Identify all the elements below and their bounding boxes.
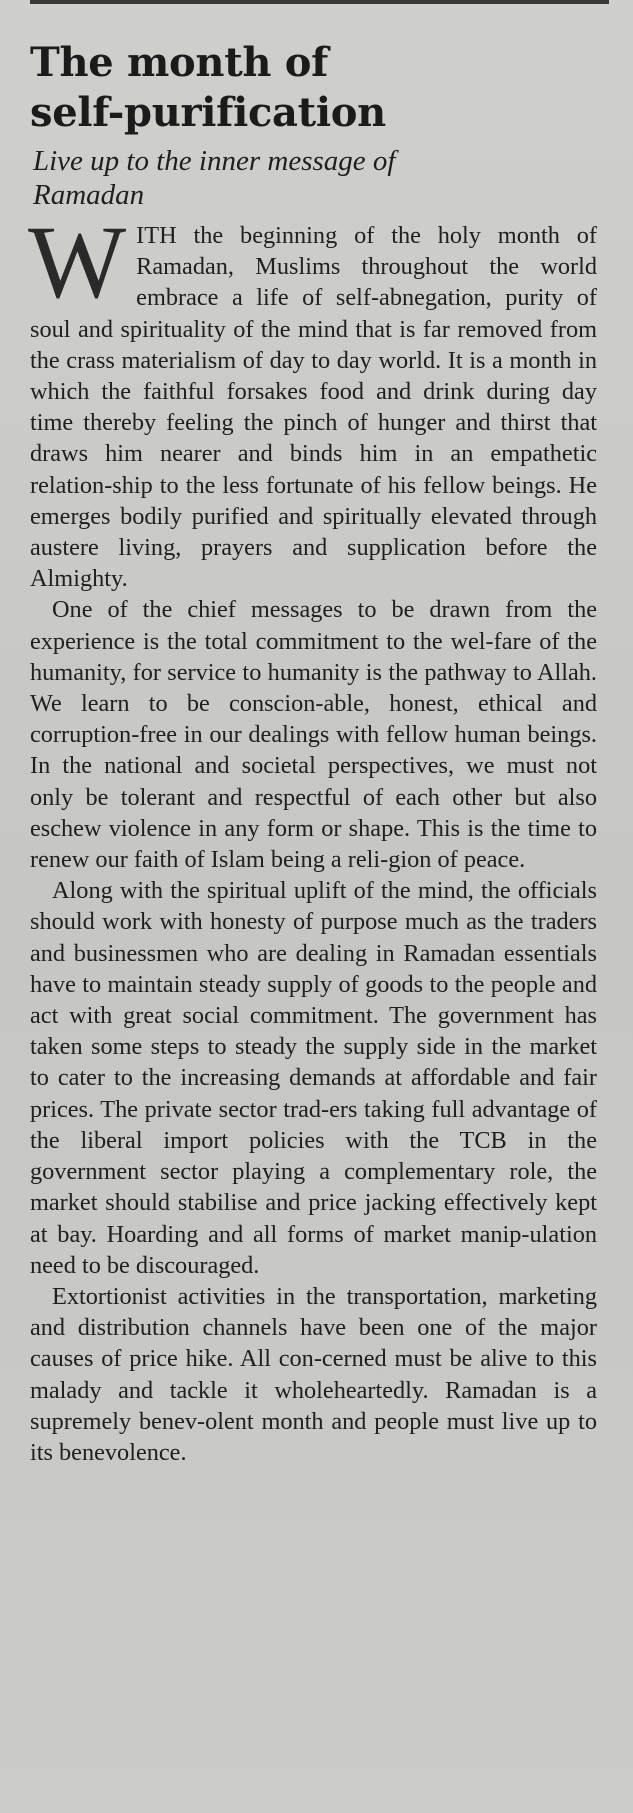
subheadline	[33, 144, 597, 212]
top-rule	[30, 0, 609, 4]
headline-line-1: The month of	[30, 39, 329, 86]
drop-cap: W	[28, 205, 127, 320]
paragraph-3: Along with the spiritual uplift of the mind, the officials should work with honesty of purpose much as the traders and businessmen who are dealing in Ramadan essentials have to maintain steady supply of goods to the people and act with great social commitment. The government has taken some steps to steady the supply side in the market to cater to the increasing demands at affordable and fair prices. The private sector trad-ers taking full advantage of the liberal import policies with the TCB in the government sector playing a complementary role, the market should stabilise and price jacking effectively kept at bay. Hoarding and all forms of market manip-ulation need to be discouraged.	[30, 877, 597, 1279]
headline	[30, 38, 597, 138]
subheadline-line-1: Live up to the inner message of	[33, 145, 396, 177]
paragraph-1	[28, 205, 597, 594]
headline-line-2: self-purification	[30, 89, 386, 136]
paragraph-1-text: ITH the beginning of the holy month of Ramadan, Muslims throughout the world embrace a life of self-abnegation, purity of soul and spirituality of the mind that is far removed from the crass materialism of day to day world. It is a month in which the faithful forsakes food and drink during day time thereby feeling the pinch of hunger and thirst that draws him nearer and binds him in an empathetic relation-ship to the less fortunate of his fellow beings. He emerges bodily purified and spiritually elevated through austere living, prayers and supplication before the Almighty.	[30, 222, 597, 593]
paragraph-4: Extortionist activities in the transportation, marketing and distribution channels have been one of the major causes of price hike. All con-cerned must be alive to this malady and tackle it wholeheartedly. Ramadan is a supremely benev-olent month and people must live up to its benevolence.	[30, 1282, 597, 1466]
article-body	[28, 205, 597, 1468]
article	[30, 38, 597, 1468]
paragraph-2: One of the chief messages to be drawn from the experience is the total commitment to the wel-fare of the humanity, for service to humanity is the pathway to Allah. We learn to be conscion-able, honest, ethical and corruption-free in our dealings with fellow human beings. In the national and societal perspectives, we must not only be tolerant and respectful of each other but also eschew violence in any form or shape. This is the time to renew our faith of Islam being a reli-gion of peace.	[30, 596, 597, 874]
subheadline-line-2: Ramadan	[33, 179, 145, 211]
